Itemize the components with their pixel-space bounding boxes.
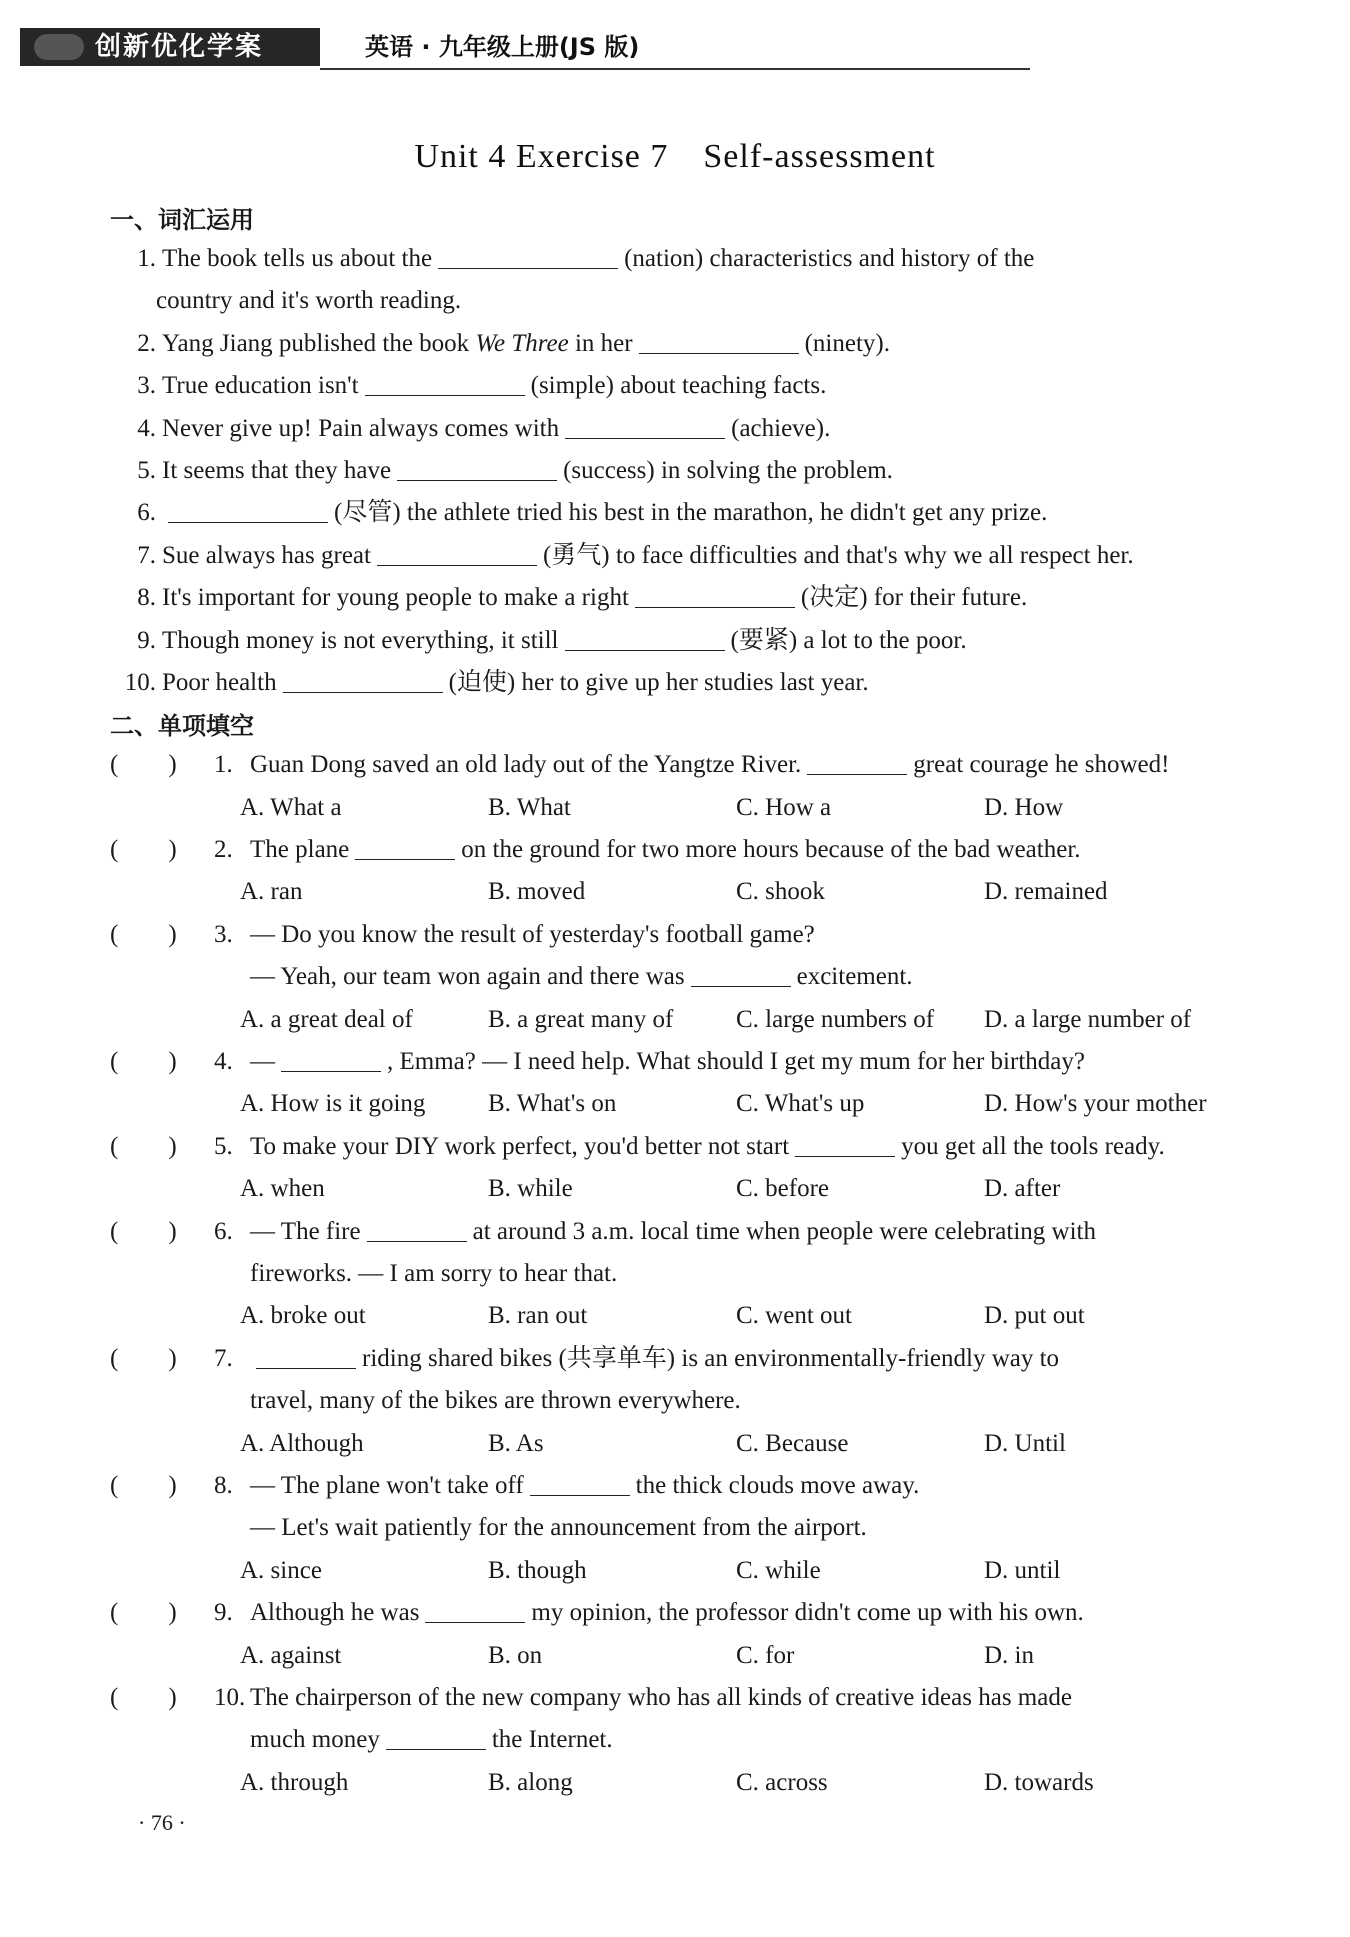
answer-parentheses[interactable]: ( ) <box>110 1132 177 1160</box>
option[interactable]: B. though <box>488 1556 587 1584</box>
choice-question: ( ) 10. The chairperson of the new company who has all kinds of creative ideas has made <box>110 1677 1250 1719</box>
page-title: Unit 4 Exercise 7 Self-assessment <box>414 138 936 175</box>
question-number: 1. <box>214 751 233 779</box>
answer-blank[interactable] <box>565 414 725 439</box>
choice-question: ( ) 6. — The fire at around 3 a.m. local time when people were celebrating with <box>110 1211 1250 1253</box>
choice-options <box>110 999 1250 1041</box>
page-number: · 76 · <box>138 1810 186 1835</box>
choice-question-continuation: much money the Internet. <box>250 1726 613 1754</box>
answer-blank[interactable] <box>377 541 537 566</box>
choice-question-continuation: — Let's wait patiently for the announcement from the airport. <box>250 1514 867 1542</box>
answer-blank[interactable] <box>639 329 799 354</box>
question-number: 2. <box>214 836 233 864</box>
choice-question-continuation: fireworks. — I am sorry to hear that. <box>250 1259 618 1287</box>
answer-blank[interactable] <box>807 750 907 775</box>
option[interactable]: A. through <box>240 1768 349 1796</box>
choice-question: ( ) 7. riding shared bikes (共享单车) is an environmentally-friendly way to <box>110 1338 1250 1380</box>
option[interactable]: A. since <box>240 1556 322 1584</box>
option[interactable]: D. towards <box>984 1768 1094 1796</box>
question-number: 4. <box>214 1048 233 1076</box>
answer-parentheses[interactable]: ( ) <box>110 920 177 948</box>
choice-question: ( ) 5. To make your DIY work perfect, you'd better not start you get all the tools ready. <box>110 1126 1250 1168</box>
option[interactable]: C. shook <box>736 878 825 906</box>
vocab-item: 10. Poor health (迫使) her to give up her studies last year. <box>124 668 869 696</box>
vocab-item-continuation: country and it's worth reading. <box>156 287 462 315</box>
option[interactable]: A. ran <box>240 878 303 906</box>
choice-question: ( ) 3. — Do you know the result of yesterday's football game? <box>110 914 1250 956</box>
answer-blank[interactable] <box>355 835 455 860</box>
option[interactable]: C. while <box>736 1556 821 1584</box>
header-divider <box>320 68 1030 70</box>
vocab-item: 4. Never give up! Pain always comes with (achieve). <box>137 414 831 442</box>
option[interactable]: A. when <box>240 1175 325 1203</box>
option[interactable]: B. along <box>488 1768 573 1796</box>
choice-options <box>110 1083 1250 1125</box>
option[interactable]: D. Until <box>984 1429 1066 1457</box>
choice-options <box>110 1295 1250 1337</box>
option[interactable]: C. for <box>736 1641 795 1669</box>
choice-question: ( ) 4. — , Emma? — I need help. What should I get my mum for her birthday? <box>110 1041 1250 1083</box>
answer-blank[interactable] <box>691 962 791 987</box>
option[interactable]: A. How is it going <box>240 1090 426 1118</box>
option[interactable]: C. What's up <box>736 1090 865 1118</box>
answer-blank[interactable] <box>530 1471 630 1496</box>
multiple-choice-list <box>110 744 1250 1804</box>
section-heading-vocabulary: 一、词汇运用 <box>110 206 254 234</box>
answer-parentheses[interactable]: ( ) <box>110 836 177 864</box>
answer-blank[interactable] <box>386 1725 486 1750</box>
brand-banner <box>20 28 320 66</box>
answer-parentheses[interactable]: ( ) <box>110 1683 177 1711</box>
answer-parentheses[interactable]: ( ) <box>110 1471 177 1499</box>
option[interactable]: D. How <box>984 793 1064 821</box>
vocab-item: 6. (尽管) the athlete tried his best in the marathon, he didn't get any prize. <box>137 499 1048 527</box>
option[interactable]: C. before <box>736 1175 830 1203</box>
answer-blank[interactable] <box>281 1047 381 1072</box>
section-heading-multiple-choice: 二、单项填空 <box>110 712 254 741</box>
exercise-content <box>110 198 1250 1804</box>
answer-blank[interactable] <box>565 626 725 651</box>
answer-blank[interactable] <box>365 371 525 396</box>
vocab-item: 5. It seems that they have (success) in solving the problem. <box>137 456 893 484</box>
option[interactable]: B. while <box>488 1175 573 1203</box>
choice-options <box>110 1550 1250 1592</box>
choice-question: ( ) 9. Although he was my opinion, the professor didn't come up with his own. <box>110 1592 1250 1634</box>
option[interactable]: D. put out <box>984 1302 1085 1330</box>
option[interactable]: C. large numbers of <box>736 1005 935 1033</box>
choice-options <box>110 871 1250 913</box>
option[interactable]: B. What <box>488 793 571 821</box>
vocab-item: 8. It's important for young people to make a right (决定) for their future. <box>137 584 1028 612</box>
option[interactable]: B. ran out <box>488 1302 588 1330</box>
answer-blank[interactable] <box>795 1132 895 1157</box>
question-number: 10. <box>214 1683 246 1711</box>
answer-blank[interactable] <box>635 583 795 608</box>
option[interactable]: D. How's your mother <box>984 1090 1207 1118</box>
question-number: 9. <box>214 1599 233 1627</box>
answer-blank[interactable] <box>425 1598 525 1623</box>
vocab-item: 2. Yang Jiang published the book We Three in her (ninety). <box>137 329 890 357</box>
vocab-item: 1. The book tells us about the (nation) characteristics and history of the <box>137 245 1035 272</box>
answer-parentheses[interactable]: ( ) <box>110 1048 177 1076</box>
option[interactable]: A. What a <box>240 793 342 821</box>
choice-options <box>110 1762 1250 1804</box>
option[interactable]: B. a great many of <box>488 1005 674 1033</box>
choice-options <box>110 1423 1250 1465</box>
choice-question-continuation: — Yeah, our team won again and there was excitement. <box>250 963 913 991</box>
option[interactable]: C. Because <box>736 1429 849 1457</box>
option[interactable]: B. What's on <box>488 1090 617 1118</box>
choice-options <box>110 787 1250 829</box>
option[interactable]: D. until <box>984 1556 1061 1584</box>
option[interactable]: D. a large number of <box>984 1005 1192 1033</box>
brand-text: 创新优化学案 <box>95 32 264 62</box>
page-header <box>20 28 1030 70</box>
option[interactable]: D. remained <box>984 878 1108 906</box>
book-title: 英语 · 九年级上册(JS 版) <box>365 33 640 61</box>
option[interactable]: A. broke out <box>240 1302 366 1330</box>
choice-question: ( ) 1. Guan Dong saved an old lady out of the Yangtze River. great courage he showed! <box>110 744 1250 786</box>
answer-blank[interactable] <box>256 1344 356 1369</box>
option[interactable]: C. across <box>736 1768 828 1796</box>
vocab-item: 9. Though money is not everything, it still (要紧) a lot to the poor. <box>137 626 967 654</box>
option[interactable]: C. How a <box>736 793 832 821</box>
vocab-item: 7. Sue always has great (勇气) to face difficulties and that's why we all respect her. <box>137 541 1134 569</box>
choice-options <box>110 1635 1250 1677</box>
answer-blank[interactable] <box>283 668 443 693</box>
choice-question: ( ) 2. The plane on the ground for two more hours because of the bad weather. <box>110 829 1250 871</box>
option[interactable]: A. against <box>240 1641 342 1669</box>
question-number: 5. <box>214 1132 233 1160</box>
choice-options <box>110 1168 1250 1210</box>
answer-blank[interactable] <box>438 244 618 269</box>
answer-blank[interactable] <box>397 456 557 481</box>
question-number: 6. <box>214 1217 233 1245</box>
answer-parentheses[interactable]: ( ) <box>110 1599 177 1627</box>
option[interactable]: D. in <box>984 1641 1034 1669</box>
answer-parentheses[interactable]: ( ) <box>110 1344 177 1372</box>
answer-blank[interactable] <box>168 498 328 523</box>
answer-parentheses[interactable]: ( ) <box>110 751 177 779</box>
choice-question-continuation: travel, many of the bikes are thrown everywhere. <box>250 1387 741 1415</box>
question-number: 3. <box>214 920 233 948</box>
question-number: 8. <box>214 1471 233 1499</box>
answer-blank[interactable] <box>367 1217 467 1242</box>
question-number: 7. <box>214 1344 233 1372</box>
option[interactable]: B. moved <box>488 878 586 906</box>
option[interactable]: B. on <box>488 1641 543 1669</box>
brand-logo-icon <box>34 34 84 60</box>
option[interactable]: B. As <box>488 1429 544 1457</box>
choice-question: ( ) 8. — The plane won't take off the thick clouds move away. <box>110 1465 1250 1507</box>
option[interactable]: A. a great deal of <box>240 1005 413 1033</box>
option[interactable]: A. Although <box>240 1429 364 1457</box>
answer-parentheses[interactable]: ( ) <box>110 1217 177 1245</box>
vocab-item: 3. True education isn't (simple) about teaching facts. <box>137 372 827 400</box>
option[interactable]: D. after <box>984 1175 1061 1203</box>
option[interactable]: C. went out <box>736 1302 852 1330</box>
